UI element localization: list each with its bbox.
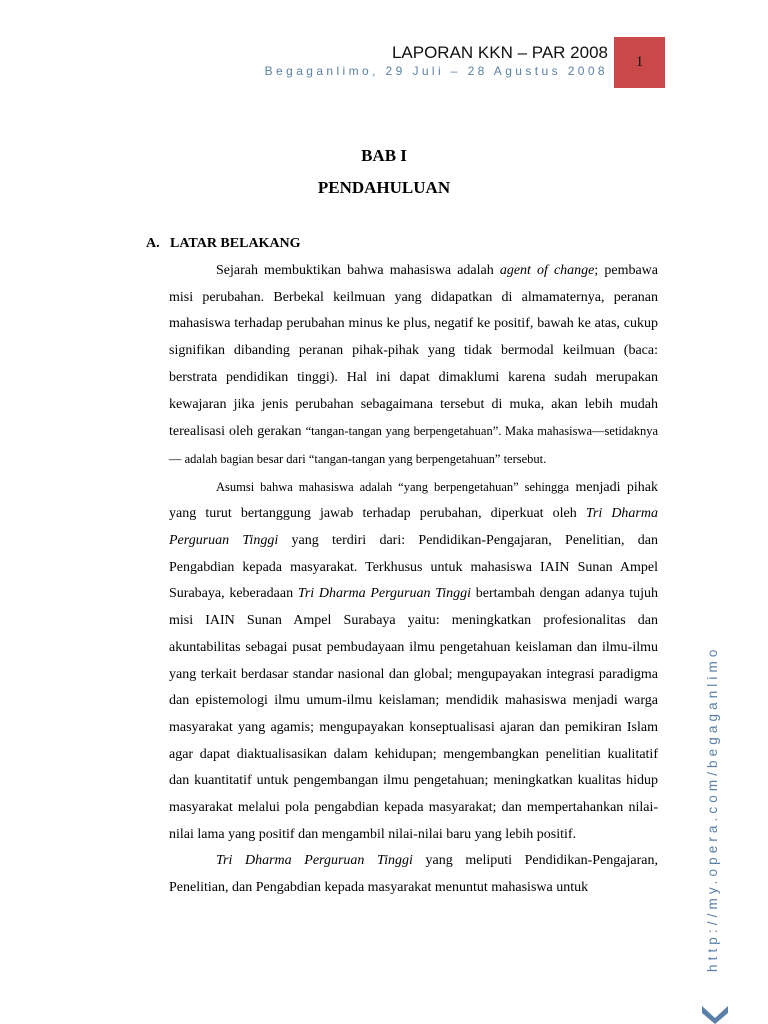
page-number-box — [614, 37, 665, 88]
chevron-logo-icon — [698, 1004, 732, 1024]
paragraph-1 — [169, 258, 658, 474]
header-subtitle: Begaganlimo, 29 Juli – 28 Agustus 2008 — [264, 64, 608, 78]
section-title: LATAR BELAKANG — [170, 236, 301, 251]
page-number: 1 — [635, 54, 644, 70]
chapter-title: PENDAHULUAN — [317, 178, 451, 197]
paragraph-2-text-c: yang terdiri dari: Pendidikan-Pengajaran, Penelitian, dan Pengabdian kepada masyarakat. Terkhusus untuk mahasiswa IAIN Sunan Ampel Surabaya, keberadaan — [169, 533, 659, 602]
section-heading — [146, 236, 301, 252]
paragraph-2-text-d: bertambah dengan adanya tujuh misi IAIN Sunan Ampel Surabaya yaitu: meningkatkan profesionalitas dan akuntabilitas sebagai pusat pembudayaan ilmu pengetahuan keislaman dan ilmu-ilmu yang terkait berdasar standar nasional dan global; mengupayakan integrasi paradigma dan epistemologi ilmu umum-ilmu keislaman; mendidik mahasiswa menjadi warga masyarakat yang agamis; mengupayakan konseptualisasi ajaran dan pemikiran Islam agar dapat diaktualisasikan dalam kehidupan; mengembangkan penelitian kualitatif dan kuantitatif untuk pengembangan ilmu pengetahuan; meningkatkan kualitas hidup masyarakat melalui pola pengabdian kepada masyarakat; dan mempertahankan nilai-nilai lama yang positif dan mengambil nilai-nilai baru yang lebih positif. — [169, 586, 658, 842]
paragraph-2-italic-b: Tri Dharma Perguruan Tinggi — [297, 586, 472, 602]
paragraph-3 — [169, 848, 658, 901]
section-letter: A. — [146, 236, 160, 251]
paragraph-1-text-c: “tangan-tangan yang berpengetahuan”. Maka mahasiswa—setidaknya— adalah bagian besar dari “tangan-tangan yang berpengetahuan” tersebut. — [169, 424, 658, 466]
paragraph-1-text-b: ; pembawa misi perubahan. Berbekal keilmuan yang didapatkan di almamaternya, peranan mahasiswa terhadap perubahan minus ke plus, negatif ke positif, bawah ke atas, cukup signifikan dibanding peranan pihak-pihak yang tidak bermodal keilmuan (baca: berstrata pendidikan tinggi). Hal ini dapat dimaklumi karena sudah merupakan kewajaran jika jenis perubahan sebagaimana tersebut di muka, akan lebih mudah terealisasi oleh gerakan — [169, 263, 659, 440]
header-title: LAPORAN KKN – PAR 2008 — [391, 43, 608, 62]
paragraph-2-text-b: menjadi pihak yang turut bertanggung jawab terhadap perubahan, diperkuat oleh — [169, 479, 658, 522]
chapter-number: BAB I — [361, 146, 407, 165]
paragraph-3-text-a: yang meliputi Pendidikan-Pengajaran, Penelitian, dan Pengabdian kepada masyarakat menuntut mahasiswa untuk — [169, 853, 658, 896]
side-url[interactable]: http://my.opera.com/begaganlimo — [705, 645, 720, 972]
paragraph-1-text-a: Sejarah membuktikan bahwa mahasiswa adalah — [216, 263, 500, 278]
paragraph-2-italic-a: Tri Dharma Perguruan Tinggi — [169, 506, 658, 549]
paragraph-3-italic-a: Tri Dharma Perguruan Tinggi — [216, 853, 413, 869]
body-text — [169, 258, 658, 902]
paragraph-2-text-a: Asumsi bahwa mahasiswa adalah “yang berpengetahuan” sehingga — [216, 479, 570, 494]
paragraph-1-italic-a: agent of change — [499, 263, 595, 278]
paragraph-2 — [169, 474, 658, 849]
